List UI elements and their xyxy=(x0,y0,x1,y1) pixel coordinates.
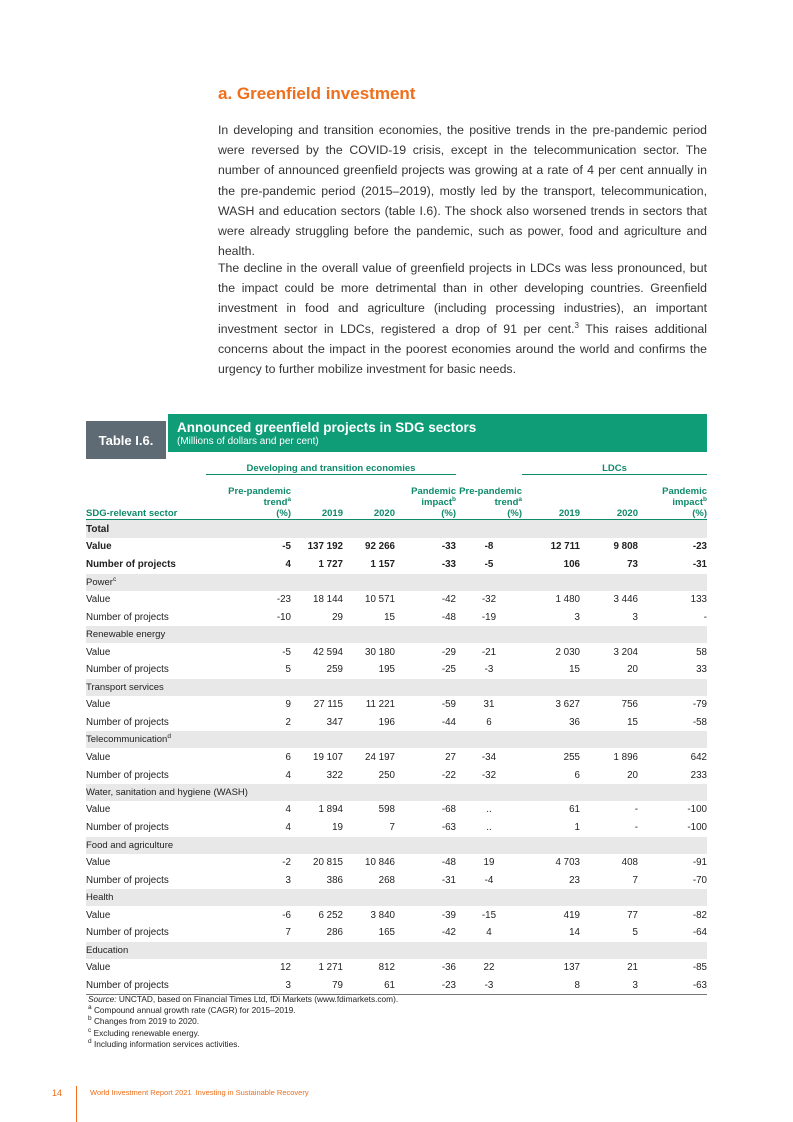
table-cell: -48 xyxy=(441,856,456,868)
footnote-mark: a xyxy=(88,1004,92,1012)
paragraph-2-end: This raises additional concerns about the impact in the poorest economies around the world and confirms the urgency to further mobilize investment for basic needs. xyxy=(218,321,707,377)
table-cell: 9 xyxy=(285,699,291,711)
group-header-ldc: LDCs xyxy=(522,460,707,475)
sector-name: Telecommunication xyxy=(86,734,168,746)
table-cell: 31 xyxy=(483,699,495,711)
sector-row xyxy=(86,731,707,748)
total-label: Total xyxy=(86,520,707,539)
table-cell: 18 144 xyxy=(313,593,343,605)
footnote-b xyxy=(88,1016,398,1027)
sector-name: Health xyxy=(86,892,114,904)
table-cell: 195 xyxy=(378,664,395,676)
table-cell: 22 xyxy=(483,962,495,974)
table-cell: - xyxy=(634,804,638,816)
paragraph-1: In developing and transition economies, the positive trends in the pre-pandemic period were reversed by the COVID-19 crisis, except in the telecommunication sector. The number of announced greenfield projects was growing at a rate of 4 per cent annually in the pre-pandemic period (2015–2019), mostly led by the transport, telecommunication, WASH and education sectors (table I.6). The shock also worsened trends in sectors that were already struggling before the pandemic, such as power, food and agriculture and health. xyxy=(218,123,707,259)
footnote-text: Compound annual growth rate (CAGR) for 2015–2019. xyxy=(93,1005,296,1016)
table-cell: 79 xyxy=(291,977,343,995)
table-cell: 4 xyxy=(285,804,291,816)
source-label: Source: xyxy=(88,994,117,1004)
table-cell: -85 xyxy=(692,962,707,974)
col-header-ldc-trend xyxy=(456,475,522,520)
table-cell: 1 xyxy=(574,822,580,834)
table-row xyxy=(86,643,707,661)
source-note xyxy=(88,994,398,1005)
footnote-text: Excluding renewable energy. xyxy=(93,1027,200,1038)
table-cell: 30 180 xyxy=(365,646,395,658)
table-row xyxy=(86,556,707,574)
table-cell: 1 271 xyxy=(318,962,343,974)
row-label: Value xyxy=(86,646,111,658)
table-cell: 61 xyxy=(569,804,580,816)
table-cell: -63 xyxy=(441,822,456,834)
table-row xyxy=(86,924,707,942)
sector-row xyxy=(86,679,707,696)
table-cell: 5 xyxy=(632,927,638,939)
table-cell: -33 xyxy=(441,541,456,553)
sector-label xyxy=(86,731,707,748)
page-number: 14 xyxy=(52,1088,63,1098)
table-cell: -29 xyxy=(441,646,456,658)
table-cell: -39 xyxy=(441,909,456,921)
sector-label xyxy=(86,837,707,854)
footnote-ref[interactable]: 3 xyxy=(574,320,579,330)
table-cell: 20 815 xyxy=(313,856,343,868)
table-cell: -100 xyxy=(687,822,707,834)
table-cell: -91 xyxy=(692,856,707,868)
table-cell: 1 896 xyxy=(613,751,638,763)
table-cell: 3 xyxy=(580,977,638,995)
table-cell: 756 xyxy=(621,699,638,711)
col-impact-label: Pandemic impact xyxy=(411,486,456,508)
table-cell: -44 xyxy=(441,716,456,728)
table-subtitle: (Millions of dollars and per cent) xyxy=(177,436,319,447)
sector-row xyxy=(86,942,707,959)
table-title: Announced greenfield projects in SDG sectors xyxy=(177,420,477,435)
data-table xyxy=(86,460,707,995)
col-impact-sup: b xyxy=(452,495,456,503)
table-cell: -58 xyxy=(692,716,707,728)
footer-report: World Investment Report 2021 xyxy=(90,1088,192,1097)
table-cell: -3 xyxy=(456,977,522,995)
table-cell: 2 xyxy=(285,716,291,728)
col-header-trend xyxy=(206,475,291,520)
table-cell: -31 xyxy=(441,874,456,886)
table-cell: 3 627 xyxy=(555,699,580,711)
table-cell: 20 xyxy=(627,664,638,676)
table-cell: -59 xyxy=(441,699,456,711)
table-cell: 7 xyxy=(389,822,395,834)
table-cell: 12 711 xyxy=(550,541,580,553)
table-cell: 347 xyxy=(326,716,343,728)
table-row xyxy=(86,819,707,837)
table-notes xyxy=(88,994,398,1050)
table-cell: 642 xyxy=(690,751,707,763)
col-header-impact xyxy=(395,475,456,520)
table-cell: 4 xyxy=(285,769,291,781)
row-label: Number of projects xyxy=(86,769,169,781)
table-cell: 255 xyxy=(563,751,580,763)
table-row xyxy=(86,766,707,784)
table-row xyxy=(86,959,707,977)
paragraph-2-text: The decline in the overall value of greenfield projects in LDCs was less pronounced, but the impact could be more detrimental than in other developing countries. Greenfield investment in food and agriculture (including processing industries), an important investment sector in LDCs, registered a drop of 91 per cent. xyxy=(218,261,707,336)
table-cell: 77 xyxy=(627,909,638,921)
sector-name: Renewable energy xyxy=(86,629,166,641)
table-cell: 6 252 xyxy=(318,909,343,921)
table-cell: 27 xyxy=(445,751,456,763)
table-cell: 15 xyxy=(384,611,395,623)
table-cell: 19 107 xyxy=(313,751,343,763)
footnote-text: Including information services activities. xyxy=(93,1038,240,1049)
row-label: Value xyxy=(86,804,111,816)
table-cell: 24 197 xyxy=(365,751,395,763)
table-cell: 92 266 xyxy=(365,541,395,553)
table-cell: 8 xyxy=(522,977,580,995)
table-cell: 12 xyxy=(280,962,291,974)
table-cell: 3 xyxy=(632,611,638,623)
table-cell: 4 703 xyxy=(555,856,580,868)
table-cell: 1 727 xyxy=(318,559,343,571)
table-cell: 6 xyxy=(486,716,492,728)
table-cell: -23 xyxy=(692,541,707,553)
table-cell: 250 xyxy=(378,769,395,781)
table-cell: 10 571 xyxy=(365,593,395,605)
table-cell: -23 xyxy=(395,977,456,995)
table-cell: 4 xyxy=(285,559,291,571)
footnote-mark: d xyxy=(88,1038,92,1046)
table-cell: -25 xyxy=(441,664,456,676)
col-header-2020: 2020 xyxy=(373,508,395,519)
table-cell: -3 xyxy=(484,664,494,676)
table-cell: -2 xyxy=(282,856,291,868)
table-row xyxy=(86,591,707,609)
table-cell: -22 xyxy=(441,769,456,781)
table-cell: 29 xyxy=(332,611,343,623)
col-ldc-trend-pct: (%) xyxy=(507,508,522,519)
table-cell: 11 221 xyxy=(365,699,395,711)
col-ldc-impact-pct: (%) xyxy=(692,508,707,519)
sector-name: Education xyxy=(86,944,129,956)
table-cell: 137 xyxy=(563,962,580,974)
table-cell: 259 xyxy=(326,664,343,676)
table-cell: -10 xyxy=(276,611,291,623)
table-cell: 10 846 xyxy=(365,856,395,868)
table-cell: -68 xyxy=(441,804,456,816)
table-cell: 408 xyxy=(621,856,638,868)
row-label: Value xyxy=(86,856,111,868)
table-cell: 61 xyxy=(343,977,395,995)
col-ldc-trend-label: Pre-pandemic trend xyxy=(459,486,522,508)
table-row xyxy=(86,714,707,732)
table-cell: -32 xyxy=(481,769,497,781)
table-cell: .. xyxy=(486,804,492,816)
sector-name: Transport services xyxy=(86,681,164,693)
table-label: Table I.6. xyxy=(86,421,166,459)
table-cell: 23 xyxy=(569,874,580,886)
table-cell: 106 xyxy=(563,559,580,571)
row-label: Value xyxy=(86,541,112,553)
table-cell: 36 xyxy=(569,716,580,728)
row-label: Number of projects xyxy=(86,822,169,834)
footnote-mark: b xyxy=(88,1015,92,1023)
table-title-box xyxy=(168,414,707,452)
sector-name: Power xyxy=(86,576,113,588)
table-cell: 15 xyxy=(569,664,580,676)
row-label: Value xyxy=(86,909,111,921)
sector-row xyxy=(86,889,707,906)
col-header-2019: 2019 xyxy=(321,508,343,519)
sector-label xyxy=(86,679,707,696)
table-cell: 21 xyxy=(627,962,638,974)
sector-footnote: d xyxy=(167,733,171,741)
table-cell: 9 808 xyxy=(613,541,638,553)
row-label: Value xyxy=(86,751,111,763)
col-header-ldc-2020: 2020 xyxy=(616,508,638,519)
sector-label xyxy=(86,942,707,959)
col-trend-pct: (%) xyxy=(276,508,291,519)
table-cell: 386 xyxy=(326,874,343,886)
table-cell: 5 xyxy=(285,664,291,676)
row-label: Value xyxy=(86,962,111,974)
table-row xyxy=(86,661,707,679)
table-body xyxy=(86,520,707,995)
table-cell: 1 157 xyxy=(370,559,395,571)
table-cell: 4 xyxy=(486,927,492,939)
table-cell: 7 xyxy=(632,874,638,886)
table-cell: 137 192 xyxy=(307,541,343,553)
table-cell: 322 xyxy=(326,769,343,781)
row-label: Number of projects xyxy=(86,977,206,995)
sector-row xyxy=(86,837,707,854)
table-cell: 196 xyxy=(378,716,395,728)
group-header-dte: Developing and transition economies xyxy=(206,460,456,475)
table-cell: -15 xyxy=(481,909,497,921)
table-cell: 3 xyxy=(285,874,291,886)
footnote-mark: c xyxy=(88,1026,92,1034)
footnote-d xyxy=(88,1039,398,1050)
table-cell: 1 480 xyxy=(555,593,580,605)
table-cell: 233 xyxy=(690,769,707,781)
table-cell: -79 xyxy=(692,699,707,711)
table-row xyxy=(86,748,707,766)
table-cell: 19 xyxy=(332,822,343,834)
footer-divider xyxy=(76,1086,77,1122)
row-label: Number of projects xyxy=(86,559,176,571)
table-cell: -32 xyxy=(481,593,497,605)
table-cell: 7 xyxy=(285,927,291,939)
table-cell: -36 xyxy=(441,962,456,974)
table-cell: 3 xyxy=(206,977,291,995)
table-cell: 3 446 xyxy=(613,593,638,605)
table-cell: -31 xyxy=(692,559,707,571)
table-cell: -64 xyxy=(692,927,707,939)
table-cell: -19 xyxy=(481,611,497,623)
table-row xyxy=(86,854,707,872)
table-cell: -33 xyxy=(441,559,456,571)
sector-label xyxy=(86,574,707,591)
table-cell: 20 xyxy=(627,769,638,781)
sector-row xyxy=(86,626,707,643)
table-cell: 165 xyxy=(378,927,395,939)
table-cell: 419 xyxy=(563,909,580,921)
sector-name: Food and agriculture xyxy=(86,839,174,851)
sector-row xyxy=(86,574,707,591)
table-row xyxy=(86,608,707,626)
table-cell: 4 xyxy=(285,822,291,834)
col-trend-label: Pre-pandemic trend xyxy=(228,486,291,508)
table-row xyxy=(86,801,707,819)
table-cell: -5 xyxy=(282,646,291,658)
sector-row xyxy=(86,784,707,801)
table-cell: 286 xyxy=(326,927,343,939)
footer-subtitle: Investing in Sustainable Recovery xyxy=(195,1088,309,1097)
table-cell: -34 xyxy=(481,751,497,763)
table-row xyxy=(86,538,707,556)
row-label: Value xyxy=(86,593,111,605)
table-row xyxy=(86,696,707,714)
sector-label xyxy=(86,784,707,801)
row-label: Number of projects xyxy=(86,874,169,886)
table-cell: -48 xyxy=(441,611,456,623)
table-cell: -4 xyxy=(484,874,494,886)
col-ldc-trend-sup: a xyxy=(518,495,522,503)
table-cell: 19 xyxy=(483,856,495,868)
paragraph-2 xyxy=(218,258,707,379)
table-cell: 3 840 xyxy=(370,909,395,921)
table-cell: 6 xyxy=(574,769,580,781)
table-cell: -5 xyxy=(282,541,291,553)
row-label: Number of projects xyxy=(86,664,169,676)
col-trend-sup: a xyxy=(287,495,291,503)
table-cell: 58 xyxy=(696,646,707,658)
table-cell: 268 xyxy=(378,874,395,886)
col-ldc-impact-sup: b xyxy=(703,495,707,503)
row-label: Number of projects xyxy=(86,716,169,728)
table-cell: -23 xyxy=(276,593,291,605)
col-header-sector: SDG-relevant sector xyxy=(86,508,178,519)
col-header-ldc-2019: 2019 xyxy=(558,508,580,519)
footer-text xyxy=(90,1088,309,1097)
table-row xyxy=(86,906,707,924)
table-cell: 73 xyxy=(627,559,638,571)
row-label: Value xyxy=(86,699,111,711)
table-cell: -21 xyxy=(481,646,497,658)
table-cell: -5 xyxy=(484,559,494,571)
footnote-text: Changes from 2019 to 2020. xyxy=(93,1016,200,1027)
table-row xyxy=(86,871,707,889)
table-cell: 14 xyxy=(569,927,580,939)
row-label: Number of projects xyxy=(86,927,169,939)
col-header-ldc-impact xyxy=(638,475,707,520)
sector-name: Water, sanitation and hygiene (WASH) xyxy=(86,786,248,798)
table-cell: - xyxy=(703,611,707,623)
table-cell: 33 xyxy=(696,664,707,676)
col-impact-pct: (%) xyxy=(441,508,456,519)
footnote-c xyxy=(88,1028,398,1039)
table-cell: 6 xyxy=(285,751,291,763)
table-cell: 133 xyxy=(690,593,707,605)
table-header xyxy=(86,414,707,452)
table-cell: 3 204 xyxy=(613,646,638,658)
source-text: UNCTAD, based on Financial Times Ltd, fDi Markets (www.fdimarkets.com). xyxy=(116,994,399,1004)
table-cell: 15 xyxy=(627,716,638,728)
table-cell: 42 594 xyxy=(313,646,343,658)
table-cell: -42 xyxy=(441,927,456,939)
table-cell: 2 030 xyxy=(555,646,580,658)
table-cell: .. xyxy=(486,822,492,834)
sector-label xyxy=(86,626,707,643)
table-cell: 812 xyxy=(378,962,395,974)
row-label: Number of projects xyxy=(86,611,169,623)
col-ldc-impact-label: Pandemic impact xyxy=(662,486,707,508)
table-cell: - xyxy=(634,822,638,834)
table-cell: -70 xyxy=(692,874,707,886)
table-cell: -100 xyxy=(687,804,707,816)
table-row xyxy=(86,977,707,995)
sector-footnote: c xyxy=(112,575,117,583)
table-cell: -42 xyxy=(441,593,456,605)
table-cell: 598 xyxy=(378,804,395,816)
table-cell: 27 115 xyxy=(313,699,343,711)
table-cell: -8 xyxy=(484,541,494,553)
table-cell: -82 xyxy=(692,909,707,921)
table-cell: 1 894 xyxy=(318,804,343,816)
footnote-a xyxy=(88,1005,398,1016)
sector-label xyxy=(86,889,707,906)
section-heading: a. Greenfield investment xyxy=(218,84,416,103)
table-cell: 3 xyxy=(574,611,580,623)
table-cell: -6 xyxy=(282,909,291,921)
table-cell: -63 xyxy=(638,977,707,995)
